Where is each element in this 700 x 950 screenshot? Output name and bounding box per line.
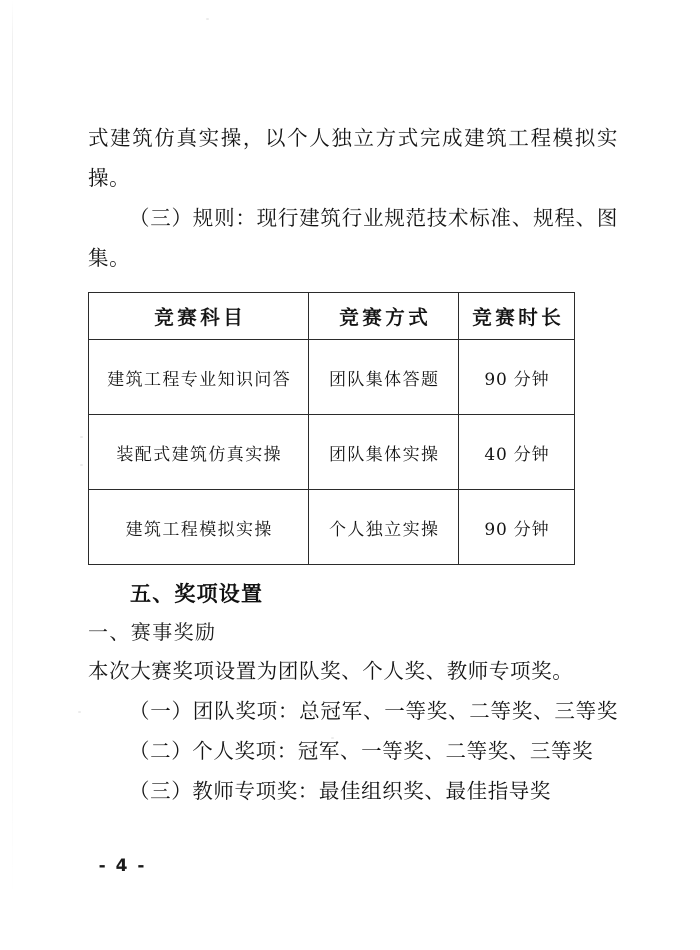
table-row [89,415,575,490]
table-row [89,340,575,415]
award-item-individual: （二）个人奖项：冠军、一等奖、二等奖、三等奖 [129,739,594,763]
table-header-subject: 竞赛科目 [89,293,309,340]
page-content [88,0,618,811]
cell-duration: 90 分钟 [459,490,575,565]
scan-speck [80,436,83,438]
table-row [89,490,575,565]
award-item-teacher: （三）教师专项奖：最佳组织奖、最佳指导奖 [129,779,551,803]
scan-speck [78,711,81,713]
scan-speck [80,464,83,466]
page-number: - 4 - [98,856,147,876]
cell-subject: 建筑工程专业知识问答 [89,340,309,415]
cell-format: 个人独立实操 [309,490,459,565]
scan-edge-artifact [12,0,13,950]
paragraph-rules: （三）规则：现行建筑行业规范技术标准、规程、图集。 [88,206,618,270]
paragraph-continued-line: 式建筑仿真实操，以个人独立方式完成建筑工程模拟实操。 [88,126,618,190]
table-header-row [89,293,575,340]
cell-duration: 40 分钟 [459,415,575,490]
cell-subject: 建筑工程模拟实操 [89,490,309,565]
competition-table [88,292,575,565]
cell-duration: 90 分钟 [459,340,575,415]
cell-format: 团队集体实操 [309,415,459,490]
competition-table-wrapper [88,292,618,565]
cell-format: 团队集体答题 [309,340,459,415]
table-header-format: 竞赛方式 [309,293,459,340]
table-header-duration: 竞赛时长 [459,293,575,340]
subheading-event-rewards: 一、赛事奖励 [88,620,217,644]
paragraph-awards-intro: 本次大赛奖项设置为团队奖、个人奖、教师专项奖。 [88,659,574,683]
page-footer [0,856,700,876]
award-item-team: （一）团队奖项：总冠军、一等奖、二等奖、三等奖 [129,699,618,723]
cell-subject: 装配式建筑仿真实操 [89,415,309,490]
section-heading-awards: 五、奖项设置 [130,582,264,606]
